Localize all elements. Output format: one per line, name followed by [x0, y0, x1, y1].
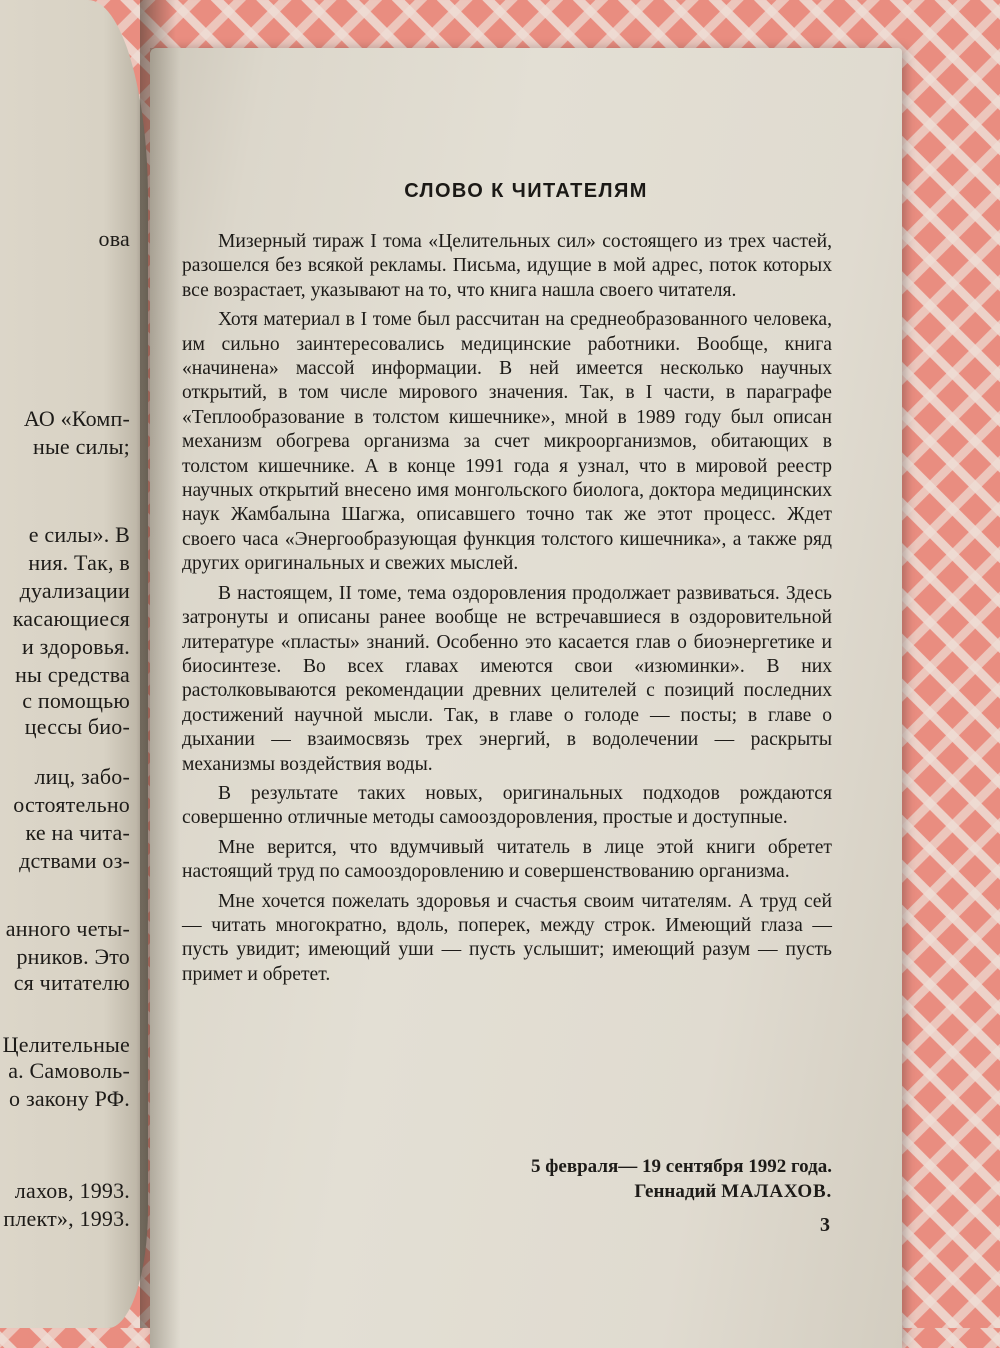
author-surname: МАЛАХОВ. — [721, 1181, 832, 1202]
page-number: 3 — [820, 1214, 830, 1236]
left-page-line: анного четы- — [5, 916, 130, 941]
left-page-line: дуализации — [19, 578, 130, 603]
left-page-line: остоятельно — [13, 792, 130, 817]
left-page-line: лиц, забо- — [34, 764, 130, 789]
paragraph: Мизерный тираж I тома «Целительных сил» состоящего из трех частей, разошелся без всякой рекламы. Письма, идущие в мой адрес, поток которых все возрастает, указывают на то, что книга нашла своего читателя. — [182, 231, 832, 301]
left-page-line: о закону РФ. — [9, 1086, 130, 1111]
page-title: СЛОВО К ЧИТАТЕЛЯМ — [404, 180, 648, 202]
paragraph: В результате таких новых, оригинальных подходов рождаются совершенно отличные методы самооздоровления, простые и доступные. — [182, 782, 832, 829]
body-text — [182, 230, 832, 992]
left-page-line: ния. Так, в — [28, 550, 130, 575]
left-page-line: ся читателю — [13, 970, 130, 995]
left-page — [0, 0, 148, 1328]
left-page-line: Целительные — [2, 1032, 130, 1057]
left-page-line: е силы». В — [28, 522, 130, 547]
left-page-line: ны средства — [15, 662, 130, 687]
signature — [531, 1154, 832, 1204]
left-page-line: плект», 1993. — [3, 1206, 130, 1231]
left-page-line: ные силы; — [32, 434, 130, 459]
paragraph: Мне верится, что вдумчивый читатель в лице этой книги обретет настоящий труд по самооздоровлению и совершенствованию организма. — [182, 836, 832, 883]
left-page-line: цессы био- — [24, 714, 130, 739]
left-page-line: с помощью — [22, 688, 130, 713]
left-page-line: АО «Комп- — [23, 406, 130, 431]
signature-date: 5 февраля— 19 сентября 1992 года. — [531, 1156, 832, 1177]
left-page-line: ке на чита- — [25, 820, 130, 845]
signature-author — [531, 1179, 832, 1204]
left-page-line: дствами оз- — [19, 848, 130, 873]
paragraph: В настоящем, II томе, тема оздоровления продолжает развиваться. Здесь затронуты и описаны ранее вообще не встречавшиеся в оздоровительной литературе «пласты» знаний. Особенно это касается глав о биоэнергетике и биосинтезе. Во всех главах имеются свои «изюминки». В них растолковываются рекомендации древних целителей с позиций последних достижений научной мысли. Так, в главе о голоде — посты; в главе о дыхании — взаимосвязь трех энергий, в водолечении — раскрыты механизмы воздействия воды. — [182, 582, 832, 775]
left-page-line: а. Самоволь- — [8, 1058, 130, 1083]
right-page — [150, 48, 902, 1348]
paragraph: Мне хочется пожелать здоровья и счастья своим читателям. А труд сей — читать многократно, вдоль, поперек, между строк. Имеющий глаза — пусть увидит; имеющий уши — пусть услышит; имеющий разум — пусть примет и обретет. — [182, 890, 832, 985]
left-page-line: рников. Это — [16, 944, 130, 969]
left-page-line: и здоровья. — [22, 634, 130, 659]
left-page-line: ова — [98, 226, 130, 251]
left-page-line: касающиеся — [12, 606, 130, 631]
paragraph: Хотя материал в I томе был рассчитан на среднеобразованного человека, им сильно заинтересовались медицинские работники. Вообще, книга «начинена» массой информации. В ней имеется несколько научных открытий, в том числе мирового значения. Так, в I части, в параграфе «Теплообразование в толстом кишечнике», мной в 1989 году был описан механизм обогрева организма за счет микроорганизмов, обитающих в толстом кишечнике. А в конце 1991 года я узнал, что в мировой реестр научных открытий внесено имя монгольского биолога, доктора медицинских наук Жамбалына Шагжа, описавшего точно так же этот процесс. Ждет своего часа «Энергообразующая функция толстого кишечника», а также ряд других оригинальных и свежих мыслей. — [182, 309, 832, 575]
left-page-line: лахов, 1993. — [14, 1178, 130, 1203]
author-first-name: Геннадий — [634, 1181, 717, 1202]
